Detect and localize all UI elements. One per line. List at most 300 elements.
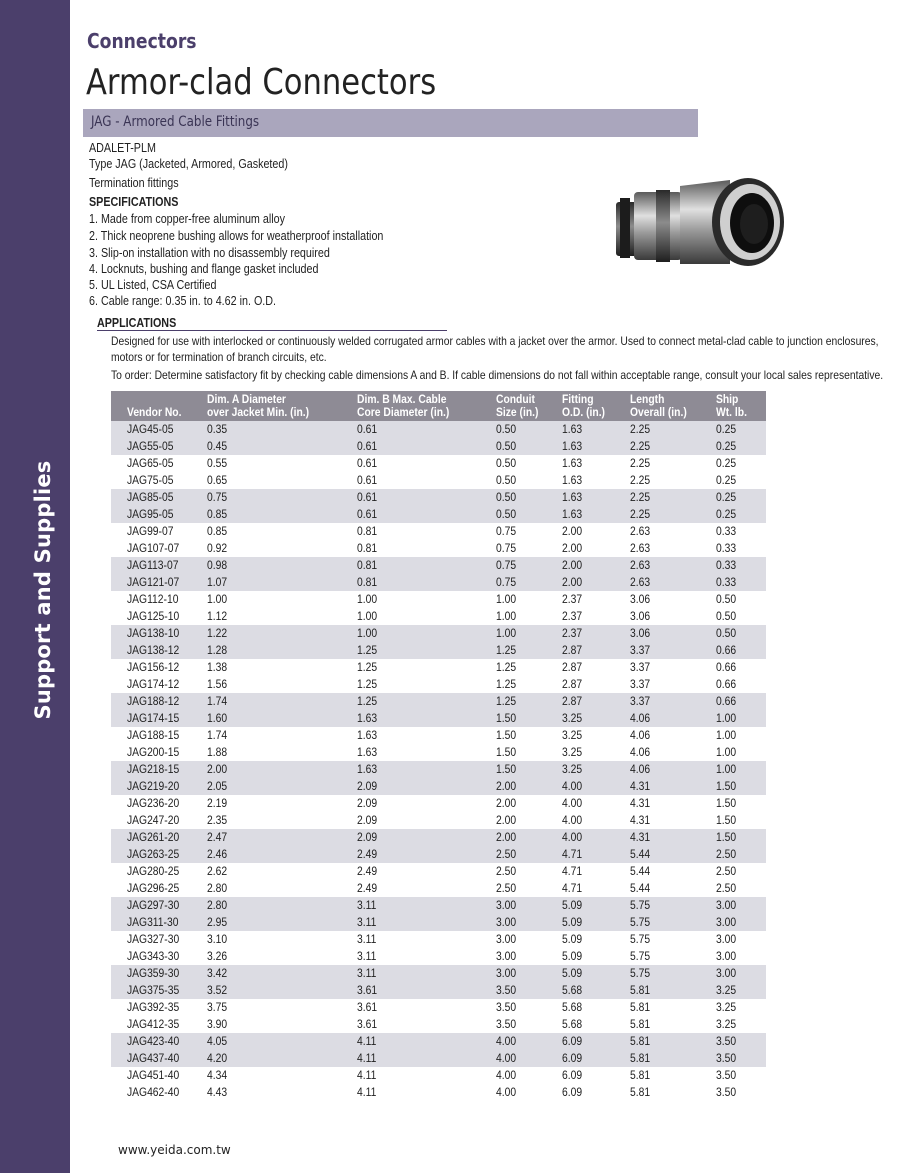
cell-length-overall: 5.81 xyxy=(630,1017,651,1031)
cell-ship-weight: 3.25 xyxy=(716,1000,737,1014)
applications-rule xyxy=(97,330,447,331)
cell-vendor-no: JAG112-10 xyxy=(127,592,179,606)
cell-dim-b: 3.11 xyxy=(357,897,496,914)
cell-fitting-od: 4.00 xyxy=(562,829,630,846)
table-row xyxy=(111,710,766,727)
table-row xyxy=(111,948,766,965)
cell-dim-a: 0.75 xyxy=(207,489,357,506)
cell-ship-weight: 0.33 xyxy=(716,574,766,591)
cell-ship-weight: 0.66 xyxy=(716,660,737,674)
cell-dim-b: 0.61 xyxy=(357,506,496,523)
cell-dim-a: 2.95 xyxy=(207,914,357,931)
cell-dim-a: 2.19 xyxy=(207,796,228,810)
cell-length-overall: 2.63 xyxy=(630,574,716,591)
cell-vendor-no: JAG65-05 xyxy=(127,456,174,470)
cell-dim-a: 0.55 xyxy=(207,456,228,470)
cell-dim-a: 3.42 xyxy=(207,965,357,982)
cell-ship-weight: 3.00 xyxy=(716,914,766,931)
cell-dim-a: 4.34 xyxy=(207,1068,228,1082)
cell-dim-a: 2.62 xyxy=(207,864,228,878)
cell-vendor-no: JAG174-15 xyxy=(111,710,207,727)
cell-dim-a: 2.35 xyxy=(207,813,228,827)
cell-vendor-no: JAG125-10 xyxy=(127,609,180,623)
cell-dim-b: 1.00 xyxy=(357,609,378,623)
cell-fitting-od: 2.00 xyxy=(562,541,583,555)
cell-conduit-size: 1.50 xyxy=(496,728,517,742)
cell-vendor-no: JAG236-20 xyxy=(127,796,180,810)
table-row xyxy=(111,914,766,931)
table-row xyxy=(111,795,766,812)
sidebar-label: Support and Supplies xyxy=(31,460,55,720)
cell-dim-a: 3.26 xyxy=(207,949,228,963)
cell-ship-weight: 1.50 xyxy=(716,813,737,827)
cell-vendor-no: JAG359-30 xyxy=(111,965,207,982)
subtitle-bar xyxy=(83,109,698,137)
cell-dim-b: 2.09 xyxy=(357,829,496,846)
cell-dim-b: 0.61 xyxy=(357,473,378,487)
cell-ship-weight: 1.00 xyxy=(716,728,737,742)
cell-fitting-od: 3.25 xyxy=(562,745,583,759)
cell-vendor-no: JAG121-07 xyxy=(111,574,207,591)
cell-dim-a: 2.80 xyxy=(207,897,357,914)
cell-dim-b: 2.09 xyxy=(357,796,378,810)
cell-length-overall: 3.37 xyxy=(630,642,716,659)
cell-ship-weight: 2.50 xyxy=(716,846,766,863)
cell-dim-a: 1.74 xyxy=(207,728,228,742)
cell-dim-a: 1.38 xyxy=(207,660,228,674)
cell-conduit-size: 0.50 xyxy=(496,438,562,455)
table-header-row xyxy=(111,391,766,421)
applications-text: Designed for use with interlocked or continuously welded corrugated armor cables with a jacket over the armor. Used to connect metal-clad cable to junction enclosures, xyxy=(111,334,879,348)
spec-item: 3. Slip-on installation with no disassembly required xyxy=(89,246,330,260)
table-row xyxy=(111,642,766,659)
cell-vendor-no: JAG423-40 xyxy=(111,1033,207,1050)
table-row xyxy=(111,727,766,744)
cell-fitting-od: 2.87 xyxy=(562,677,583,691)
cell-dim-b: 2.49 xyxy=(357,846,496,863)
cell-length-overall: 5.81 xyxy=(630,1033,716,1050)
table-row xyxy=(111,880,766,897)
cell-conduit-size: 3.50 xyxy=(496,982,562,999)
cell-length-overall: 3.37 xyxy=(630,693,716,710)
cell-vendor-no: JAG138-10 xyxy=(111,625,207,642)
table-row xyxy=(111,1084,766,1101)
cell-ship-weight: 3.50 xyxy=(716,1085,737,1099)
cell-length-overall: 4.06 xyxy=(630,745,651,759)
cell-dim-a: 1.74 xyxy=(207,693,357,710)
cell-dim-a: 0.85 xyxy=(207,506,357,523)
table-row xyxy=(111,421,766,438)
cell-dim-b: 1.63 xyxy=(357,710,496,727)
cell-vendor-no: JAG311-30 xyxy=(111,914,207,931)
cell-dim-a: 2.05 xyxy=(207,778,357,795)
cell-conduit-size: 0.50 xyxy=(496,456,517,470)
table-row xyxy=(111,693,766,710)
cell-ship-weight: 1.50 xyxy=(716,829,766,846)
cell-ship-weight: 3.50 xyxy=(716,1050,766,1067)
cell-ship-weight: 1.00 xyxy=(716,710,766,727)
cell-ship-weight: 3.50 xyxy=(716,1068,737,1082)
cell-ship-weight: 0.33 xyxy=(716,541,737,555)
cell-length-overall: 2.25 xyxy=(630,489,716,506)
cell-ship-weight: 0.33 xyxy=(716,524,737,538)
cell-dim-b: 1.25 xyxy=(357,677,378,691)
cell-dim-a: 4.43 xyxy=(207,1085,228,1099)
table-row xyxy=(111,778,766,795)
cell-fitting-od: 2.87 xyxy=(562,693,630,710)
cell-fitting-od: 4.00 xyxy=(562,796,583,810)
cell-length-overall: 4.06 xyxy=(630,728,651,742)
cell-dim-a: 0.98 xyxy=(207,557,357,574)
cell-length-overall: 5.75 xyxy=(630,932,651,946)
table-row xyxy=(111,931,766,948)
table-row xyxy=(111,574,766,591)
cell-length-overall: 3.37 xyxy=(630,660,651,674)
table-row xyxy=(111,1016,766,1033)
table-row xyxy=(111,1033,766,1050)
cell-dim-a: 4.20 xyxy=(207,1050,357,1067)
cell-fitting-od: 6.09 xyxy=(562,1033,630,1050)
cell-dim-a: 2.46 xyxy=(207,846,357,863)
cell-fitting-od: 5.09 xyxy=(562,932,583,946)
cell-dim-b: 0.61 xyxy=(357,489,496,506)
cell-ship-weight: 3.00 xyxy=(716,949,737,963)
table-row xyxy=(111,744,766,761)
table-row xyxy=(111,999,766,1016)
cell-vendor-no: JAG95-05 xyxy=(111,506,207,523)
cell-length-overall: 5.44 xyxy=(630,846,716,863)
table-row xyxy=(111,812,766,829)
cell-conduit-size: 1.50 xyxy=(496,745,517,759)
cell-dim-b: 1.00 xyxy=(357,625,496,642)
table-row xyxy=(111,523,766,540)
cell-dim-a: 2.47 xyxy=(207,829,357,846)
cell-vendor-no: JAG219-20 xyxy=(111,778,207,795)
cell-length-overall: 5.44 xyxy=(630,864,651,878)
spec-item: 4. Locknuts, bushing and flange gasket included xyxy=(89,262,319,276)
cell-conduit-size: 3.50 xyxy=(496,1000,517,1014)
cell-conduit-size: 3.00 xyxy=(496,914,562,931)
cell-fitting-od: 6.09 xyxy=(562,1068,583,1082)
column-header-dim-a: Dim. A Diameter over Jacket Min. (in.) xyxy=(207,391,357,421)
cell-vendor-no: JAG280-25 xyxy=(127,864,180,878)
cell-vendor-no: JAG85-05 xyxy=(111,489,207,506)
table-row xyxy=(111,557,766,574)
cell-length-overall: 3.06 xyxy=(630,625,716,642)
cell-conduit-size: 0.75 xyxy=(496,541,517,555)
cell-conduit-size: 1.50 xyxy=(496,761,562,778)
table-row xyxy=(111,897,766,914)
cell-fitting-od: 4.71 xyxy=(562,864,583,878)
cell-length-overall: 5.81 xyxy=(630,1085,651,1099)
cell-dim-b: 0.61 xyxy=(357,456,378,470)
cell-vendor-no: JAG437-40 xyxy=(111,1050,207,1067)
cell-vendor-no: JAG99-07 xyxy=(127,524,174,538)
cell-ship-weight: 0.66 xyxy=(716,677,737,691)
cell-conduit-size: 3.00 xyxy=(496,932,517,946)
cell-length-overall: 3.06 xyxy=(630,609,651,623)
cell-conduit-size: 3.00 xyxy=(496,897,562,914)
applications-heading: APPLICATIONS xyxy=(97,316,177,330)
cell-fitting-od: 5.68 xyxy=(562,1000,583,1014)
cell-length-overall: 4.31 xyxy=(630,796,651,810)
cell-ship-weight: 0.66 xyxy=(716,693,766,710)
cell-dim-b: 4.11 xyxy=(357,1085,377,1099)
cell-ship-weight: 0.25 xyxy=(716,456,737,470)
cell-length-overall: 2.25 xyxy=(630,456,651,470)
cell-fitting-od: 4.71 xyxy=(562,846,630,863)
cell-vendor-no: JAG138-12 xyxy=(111,642,207,659)
cell-length-overall: 4.31 xyxy=(630,829,716,846)
cell-vendor-no: JAG261-20 xyxy=(111,829,207,846)
cell-dim-b: 2.49 xyxy=(357,864,378,878)
table-row xyxy=(111,659,766,676)
cell-length-overall: 5.81 xyxy=(630,1068,651,1082)
cell-length-overall: 2.63 xyxy=(630,557,716,574)
cell-dim-a: 1.60 xyxy=(207,710,357,727)
cell-length-overall: 5.81 xyxy=(630,982,716,999)
cell-dim-b: 4.11 xyxy=(357,1033,496,1050)
cell-fitting-od: 3.25 xyxy=(562,761,630,778)
cell-dim-b: 3.11 xyxy=(357,914,496,931)
cell-dim-b: 1.00 xyxy=(357,592,378,606)
cell-vendor-no: JAG375-35 xyxy=(111,982,207,999)
cell-dim-a: 0.85 xyxy=(207,524,228,538)
cell-fitting-od: 2.00 xyxy=(562,557,630,574)
cell-dim-b: 3.11 xyxy=(357,965,496,982)
cell-length-overall: 2.25 xyxy=(630,421,716,438)
table-row xyxy=(111,1050,766,1067)
cell-ship-weight: 0.66 xyxy=(716,642,766,659)
cell-conduit-size: 1.25 xyxy=(496,677,517,691)
cell-vendor-no: JAG297-30 xyxy=(111,897,207,914)
cell-vendor-no: JAG200-15 xyxy=(127,745,180,759)
cell-dim-b: 4.11 xyxy=(357,1050,496,1067)
cell-fitting-od: 5.09 xyxy=(562,897,630,914)
cell-ship-weight: 1.00 xyxy=(716,761,766,778)
cell-ship-weight: 0.50 xyxy=(716,609,737,623)
cell-conduit-size: 3.00 xyxy=(496,965,562,982)
table-row xyxy=(111,438,766,455)
cell-dim-a: 1.56 xyxy=(207,677,228,691)
cell-fitting-od: 1.63 xyxy=(562,473,583,487)
cell-length-overall: 5.81 xyxy=(630,1000,651,1014)
cell-fitting-od: 1.63 xyxy=(562,421,630,438)
cell-dim-a: 1.07 xyxy=(207,574,357,591)
table-row xyxy=(111,591,766,608)
cell-length-overall: 5.75 xyxy=(630,949,651,963)
cell-length-overall: 2.63 xyxy=(630,524,651,538)
column-header-conduit: Conduit Size (in.) xyxy=(496,391,562,421)
cell-ship-weight: 3.25 xyxy=(716,1017,737,1031)
cell-conduit-size: 1.25 xyxy=(496,693,562,710)
cell-fitting-od: 3.25 xyxy=(562,728,583,742)
cell-dim-a: 3.90 xyxy=(207,1017,228,1031)
cell-ship-weight: 3.00 xyxy=(716,932,737,946)
cell-dim-a: 3.75 xyxy=(207,1000,228,1014)
cell-dim-b: 0.81 xyxy=(357,574,496,591)
kind-text: Termination fittings xyxy=(89,176,179,190)
cell-ship-weight: 1.00 xyxy=(716,745,737,759)
cell-ship-weight: 0.25 xyxy=(716,473,737,487)
cell-fitting-od: 4.00 xyxy=(562,813,583,827)
cell-vendor-no: JAG113-07 xyxy=(111,557,207,574)
table-row xyxy=(111,982,766,999)
cell-conduit-size: 0.50 xyxy=(496,489,562,506)
table-row xyxy=(111,1067,766,1084)
table-row xyxy=(111,863,766,880)
cell-dim-b: 0.61 xyxy=(357,421,496,438)
spec-item: 5. UL Listed, CSA Certified xyxy=(89,278,217,292)
cell-conduit-size: 4.00 xyxy=(496,1068,517,1082)
cell-dim-b: 0.61 xyxy=(357,438,496,455)
cell-fitting-od: 1.63 xyxy=(562,506,630,523)
cell-length-overall: 2.25 xyxy=(630,506,716,523)
cell-vendor-no: JAG451-40 xyxy=(127,1068,180,1082)
cell-conduit-size: 2.00 xyxy=(496,796,517,810)
cell-conduit-size: 4.00 xyxy=(496,1050,562,1067)
cell-fitting-od: 4.00 xyxy=(562,778,630,795)
cell-conduit-size: 1.00 xyxy=(496,625,562,642)
cell-dim-a: 3.10 xyxy=(207,932,228,946)
table-row xyxy=(111,676,766,693)
cell-ship-weight: 0.25 xyxy=(716,489,766,506)
section-title: Connectors xyxy=(87,29,197,53)
cell-vendor-no: JAG462-40 xyxy=(127,1085,180,1099)
cell-ship-weight: 1.50 xyxy=(716,796,737,810)
cell-dim-b: 3.11 xyxy=(357,932,377,946)
table-row xyxy=(111,506,766,523)
cell-length-overall: 5.75 xyxy=(630,897,716,914)
cell-length-overall: 5.75 xyxy=(630,914,716,931)
cell-fitting-od: 6.09 xyxy=(562,1050,630,1067)
cell-fitting-od: 2.00 xyxy=(562,574,630,591)
cell-vendor-no: JAG343-30 xyxy=(127,949,180,963)
cell-vendor-no: JAG412-35 xyxy=(127,1017,180,1031)
cell-dim-b: 1.63 xyxy=(357,745,378,759)
cell-conduit-size: 2.00 xyxy=(496,813,517,827)
type-text: Type JAG (Jacketed, Armored, Gasketed) xyxy=(89,157,288,171)
cell-dim-b: 3.11 xyxy=(357,949,377,963)
cell-dim-b: 4.11 xyxy=(357,1068,377,1082)
table-row xyxy=(111,489,766,506)
order-note: To order: Determine satisfactory fit by checking cable dimensions A and B. If cable dimensions do not fall within acceptable range, consult your local sales representative. xyxy=(111,368,884,382)
cell-conduit-size: 2.00 xyxy=(496,829,562,846)
cell-ship-weight: 0.50 xyxy=(716,625,766,642)
cell-length-overall: 5.44 xyxy=(630,881,651,895)
cell-dim-b: 3.61 xyxy=(357,1017,378,1031)
applications-text: motors or for termination of branch circuits, etc. xyxy=(111,350,327,364)
cell-vendor-no: JAG174-12 xyxy=(127,677,180,691)
cell-dim-a: 0.65 xyxy=(207,473,228,487)
cell-dim-b: 1.25 xyxy=(357,693,496,710)
cell-length-overall: 4.31 xyxy=(630,778,716,795)
cell-length-overall: 3.06 xyxy=(630,592,651,606)
cell-ship-weight: 2.50 xyxy=(716,881,737,895)
cell-vendor-no: JAG55-05 xyxy=(111,438,207,455)
table-row xyxy=(111,455,766,472)
column-header-vendor: Vendor No. xyxy=(111,391,207,421)
table-row xyxy=(111,540,766,557)
cell-conduit-size: 3.00 xyxy=(496,949,517,963)
cell-fitting-od: 2.37 xyxy=(562,625,630,642)
cell-dim-b: 0.81 xyxy=(357,541,378,555)
cell-dim-a: 1.00 xyxy=(207,592,228,606)
cell-dim-a: 2.00 xyxy=(207,761,357,778)
cell-vendor-no: JAG188-12 xyxy=(111,693,207,710)
column-header-ship-weight: Ship Wt. lb. xyxy=(716,391,766,421)
brand-text: ADALET-PLM xyxy=(89,141,156,155)
cell-dim-b: 1.63 xyxy=(357,728,378,742)
cell-conduit-size: 2.50 xyxy=(496,864,517,878)
spec-item: 2. Thick neoprene bushing allows for weatherproof installation xyxy=(89,229,384,243)
cell-length-overall: 2.63 xyxy=(630,541,651,555)
cell-ship-weight: 0.25 xyxy=(716,438,766,455)
cell-ship-weight: 0.50 xyxy=(716,592,737,606)
cell-fitting-od: 1.63 xyxy=(562,456,583,470)
cell-vendor-no: JAG188-15 xyxy=(127,728,180,742)
cell-vendor-no: JAG327-30 xyxy=(127,932,180,946)
cell-dim-b: 3.61 xyxy=(357,1000,378,1014)
cell-fitting-od: 2.37 xyxy=(562,609,583,623)
cell-conduit-size: 0.75 xyxy=(496,574,562,591)
cell-fitting-od: 1.63 xyxy=(562,438,630,455)
footer-url: www.yeida.com.tw xyxy=(118,1143,231,1157)
cell-conduit-size: 3.50 xyxy=(496,1017,517,1031)
cell-length-overall: 2.25 xyxy=(630,438,716,455)
table-row xyxy=(111,625,766,642)
cell-conduit-size: 1.00 xyxy=(496,592,517,606)
cell-fitting-od: 1.63 xyxy=(562,489,630,506)
cell-fitting-od: 4.71 xyxy=(562,881,583,895)
table-row xyxy=(111,761,766,778)
cell-fitting-od: 2.37 xyxy=(562,592,583,606)
cell-vendor-no: JAG45-05 xyxy=(111,421,207,438)
cell-dim-a: 1.28 xyxy=(207,642,357,659)
cell-dim-b: 0.81 xyxy=(357,524,378,538)
table-row xyxy=(111,846,766,863)
cell-conduit-size: 1.50 xyxy=(496,710,562,727)
cell-dim-a: 1.22 xyxy=(207,625,357,642)
cell-length-overall: 5.81 xyxy=(630,1050,716,1067)
cell-dim-a: 4.05 xyxy=(207,1033,357,1050)
spec-item: 1. Made from copper-free aluminum alloy xyxy=(89,212,285,226)
cell-fitting-od: 2.87 xyxy=(562,642,630,659)
page-title: Armor-clad Connectors xyxy=(86,62,437,103)
table-row xyxy=(111,965,766,982)
cell-conduit-size: 0.50 xyxy=(496,506,562,523)
specifications-heading: SPECIFICATIONS xyxy=(89,195,179,209)
cell-fitting-od: 5.68 xyxy=(562,982,630,999)
cell-dim-a: 3.52 xyxy=(207,982,357,999)
cell-length-overall: 4.06 xyxy=(630,761,716,778)
cell-conduit-size: 1.25 xyxy=(496,660,517,674)
cell-length-overall: 5.75 xyxy=(630,965,716,982)
spec-table xyxy=(111,391,766,1101)
cell-vendor-no: JAG218-15 xyxy=(111,761,207,778)
cell-conduit-size: 1.00 xyxy=(496,609,517,623)
cell-dim-b: 2.49 xyxy=(357,881,378,895)
cell-conduit-size: 4.00 xyxy=(496,1033,562,1050)
cell-dim-a: 0.45 xyxy=(207,438,357,455)
cell-ship-weight: 2.50 xyxy=(716,864,737,878)
table-row xyxy=(111,608,766,625)
cell-vendor-no: JAG263-25 xyxy=(111,846,207,863)
cell-vendor-no: JAG156-12 xyxy=(127,660,180,674)
column-header-length: Length Overall (in.) xyxy=(630,391,716,421)
cell-vendor-no: JAG296-25 xyxy=(127,881,180,895)
cell-fitting-od: 5.09 xyxy=(562,965,630,982)
